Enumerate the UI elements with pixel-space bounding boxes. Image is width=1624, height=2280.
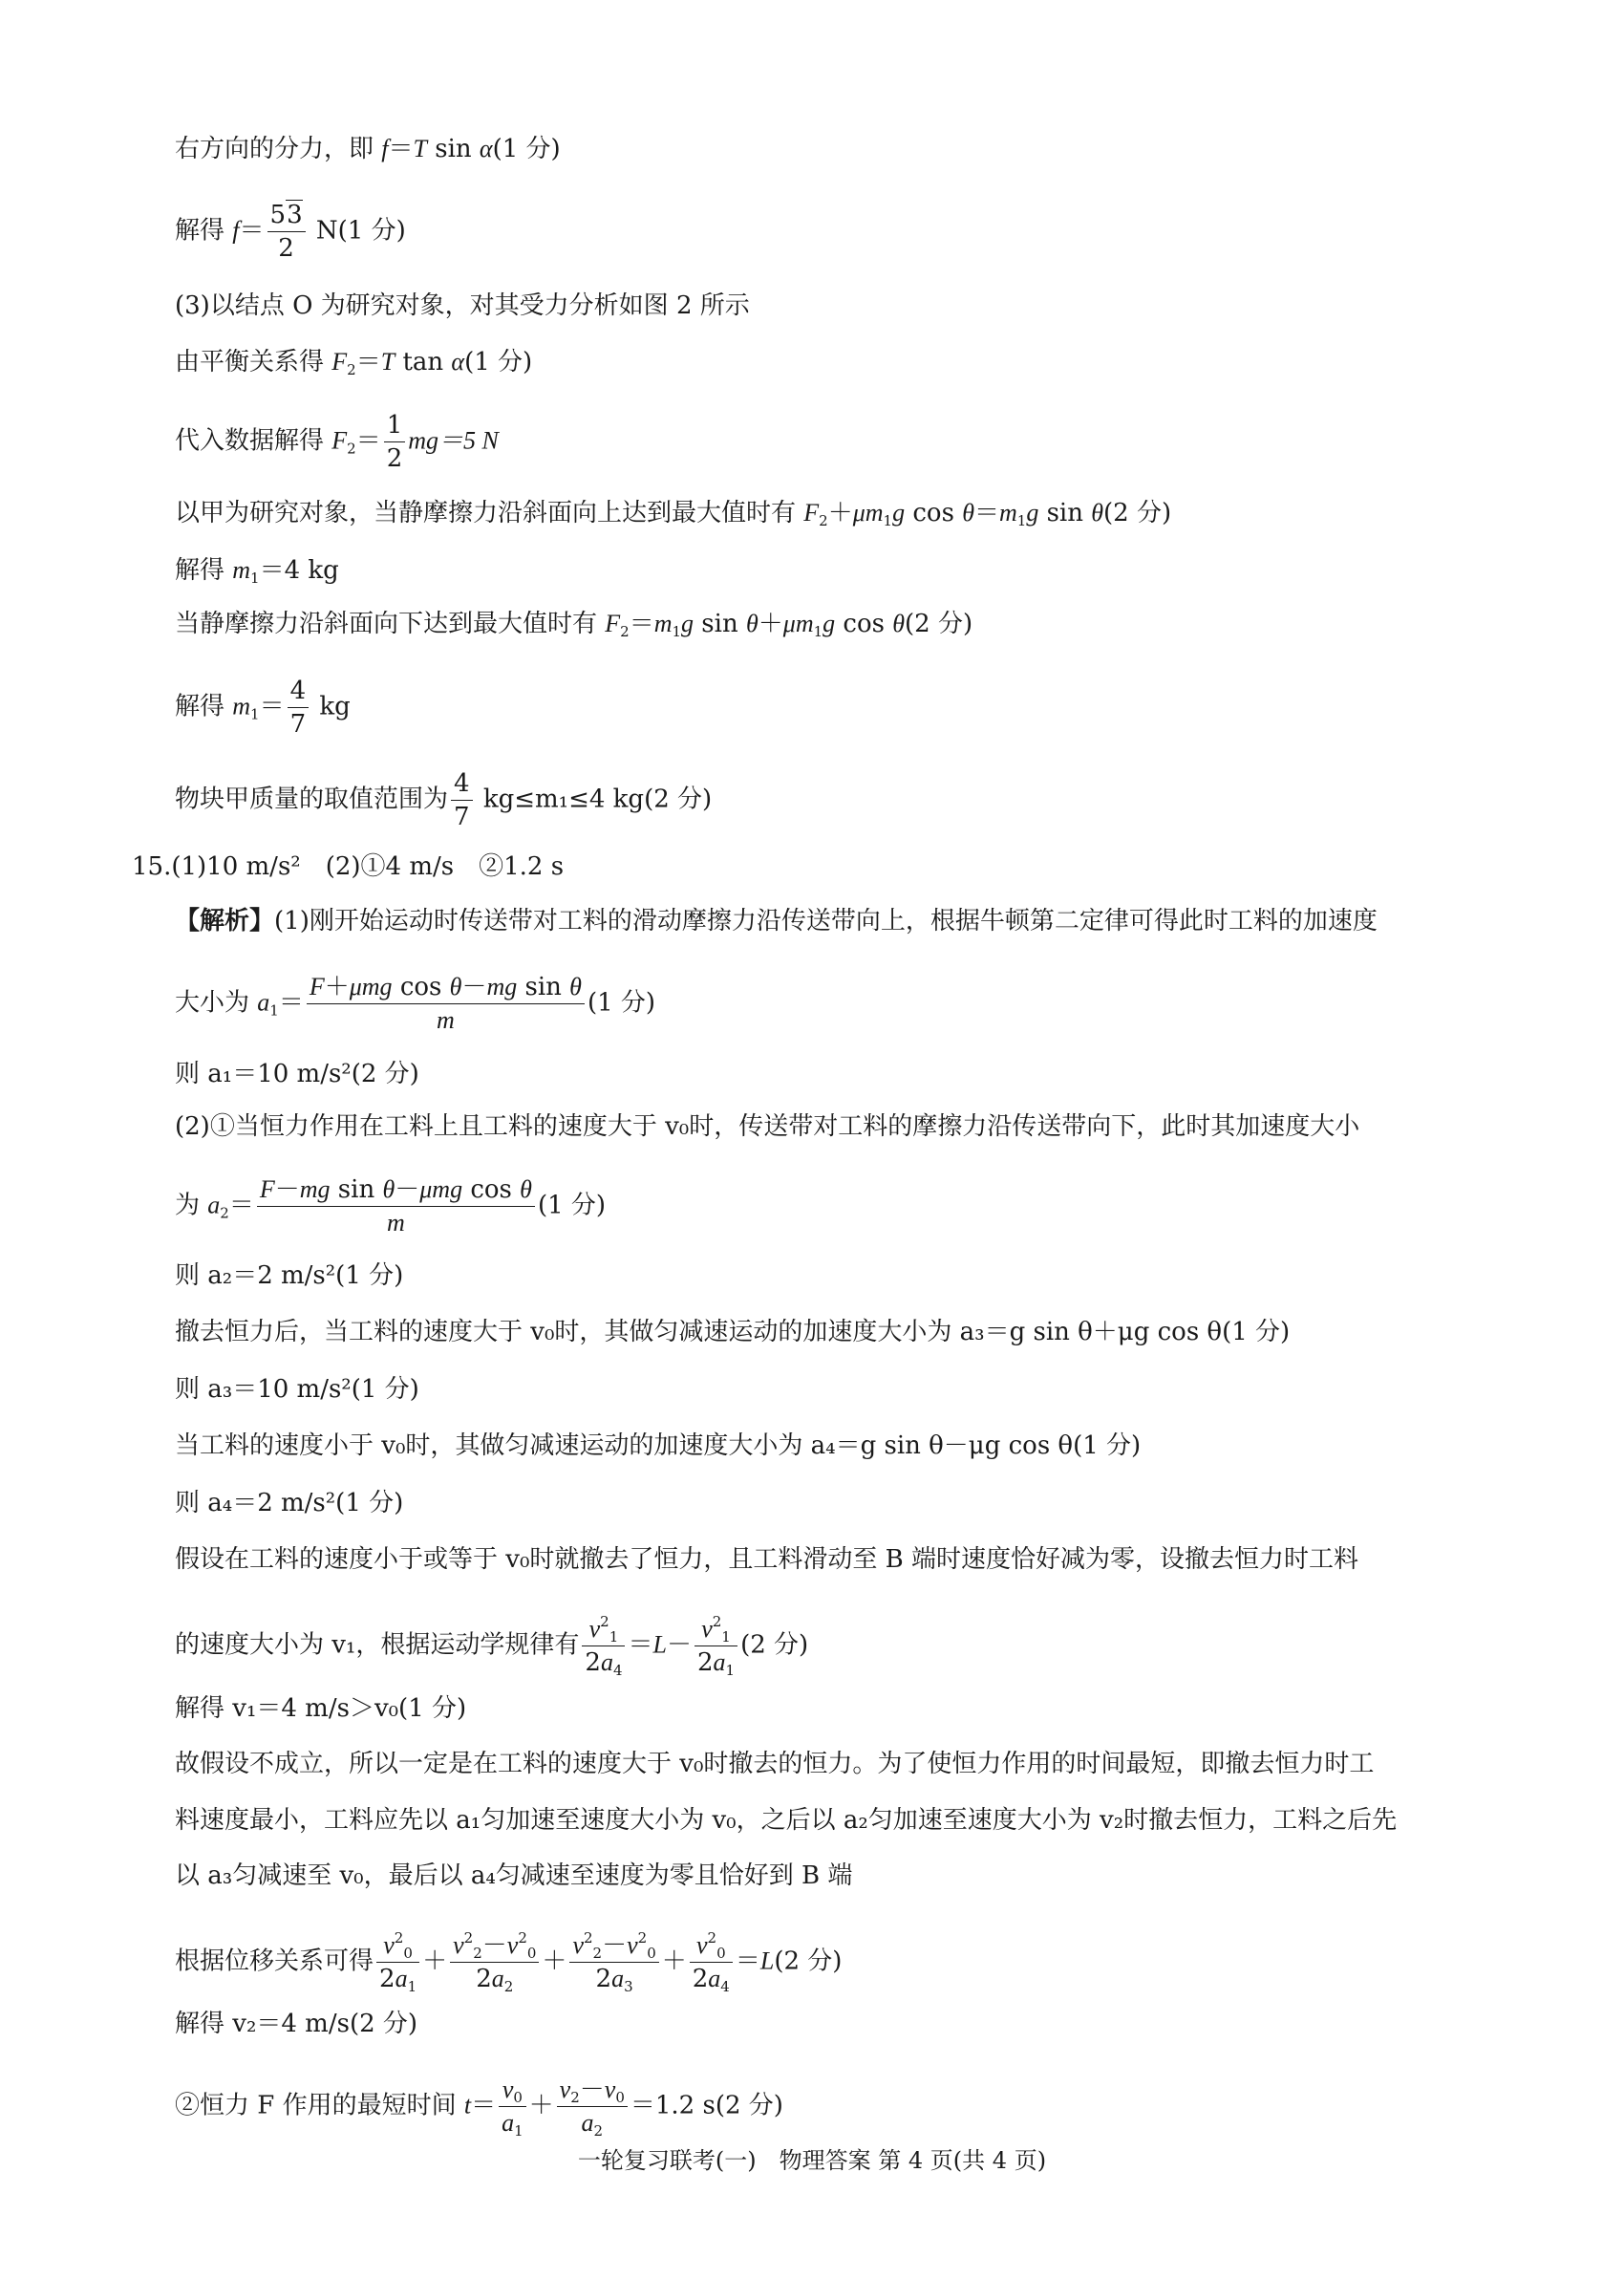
text-line-20: 当工料的速度小于 v₀时，其做匀减速运动的加速度大小为 a₄＝g sin θ－μg cos θ(1 分): [175, 1431, 1142, 1460]
text-line-21: 则 a₄＝2 m/s²(1 分): [175, 1489, 404, 1517]
text-line-5: 代入数据解得 $F_2=$ $\frac{1}{2}$ mg＝5 N: [175, 411, 499, 473]
page-footer: 一轮复习联考(一) 物理答案 第 4 页(共 4 页): [577, 2147, 1047, 2174]
text-line-6: 以甲为研究对象，当静摩擦力沿斜面向上达到最大值时有 $F_2+\mu m_1g$ $\cos \theta=m_1g$ sin θ(2 分): [175, 499, 1172, 529]
text-line-3: (3)以结点 O 为研究对象，对其受力分析如图 2 所示: [175, 291, 750, 320]
text-line-29: 解得 v₂＝4 m/s(2 分): [175, 2010, 418, 2038]
fraction: $\frac{v^2_1}{2a_1}$: [694, 1615, 737, 1677]
text-line-24: 解得 v₁＝4 m/s＞v₀(1 分): [175, 1694, 467, 1723]
fraction: $\frac{\text{F＋μmg cos θ－mg sin θ}}{m}$: [307, 973, 585, 1035]
fraction: $\frac{4}{7}$: [288, 677, 310, 739]
fraction: $\frac{v_2-v_0}{a_2}$: [557, 2076, 628, 2138]
text-line-15: (2)①当恒力作用在工料上且工料的速度大于 v₀时，传送带对工料的摩擦力沿传送带向下，此时其加速度大小: [175, 1112, 1360, 1141]
answer-summary-15: 15.(1)10 m/s² (2)①4 m/s ②1.2 s: [132, 852, 565, 881]
fraction: $\frac{v^2_1}{2a_4}$: [582, 1615, 625, 1677]
fraction: $\frac{v_0}{a_1}$: [499, 2076, 526, 2138]
fraction: $\frac{v^2_0}{2a_4}$: [690, 1931, 733, 1993]
text-line-14: 则 a₁＝10 m/s²(2 分): [175, 1060, 419, 1088]
text-line-25: 故假设不成立，所以一定是在工料的速度大于 v₀时撤去的恒力。为了使恒力作用的时间最短，即撤去恒力时工: [175, 1750, 1375, 1778]
fraction: $\frac{v^2_2-v^2_0}{2a_2}$: [450, 1931, 539, 1993]
text-line-27: 以 a₃匀减速至 v₀，最后以 a₄匀减速至速度为零且恰好到 B 端: [175, 1861, 853, 1890]
text-line-9: 解得 $m_1=$ $\frac{4}{7}$ kg: [175, 677, 351, 739]
analysis-tag: 【解析】: [175, 907, 275, 936]
fraction: $\frac{1}{2}$: [384, 411, 406, 473]
text-line-16: 为 $a_2=$ $\frac{\text{F－mg sin θ－μmg cos θ}}{m}$ (1 分): [175, 1175, 607, 1237]
fraction: $\frac{\text{F－mg sin θ－μmg cos θ}}{m}$: [257, 1175, 535, 1237]
fraction: $\frac{v^2_0}{2a_1}$: [376, 1931, 419, 1993]
text-line-2: 解得 f＝ $\frac{53}{2}$ N(1 分): [175, 201, 406, 263]
text-line-18: 撤去恒力后，当工料的速度大于 v₀时，其做匀减速运动的加速度大小为 a₃＝g sin θ＋μg cos θ(1 分): [175, 1318, 1291, 1346]
text-line-4: 由平衡关系得 $F_2=T$ tan α(1 分): [175, 348, 533, 378]
text-line-17: 则 a₂＝2 m/s²(1 分): [175, 1261, 404, 1290]
fraction: $\frac{4}{7}$: [451, 769, 473, 831]
text-line-12: 【解析】(1)刚开始运动时传送带对工料的滑动摩擦力沿传送带向上，根据牛顿第二定律可得此时工料的加速度: [175, 907, 1378, 936]
text-line-26: 料速度最小，工料应先以 a₁匀加速至速度大小为 v₀，之后以 a₂匀加速至速度大小为 v₂时撤去恒力，工料之后先: [175, 1806, 1398, 1835]
text-line-13: 大小为 $a_1=$ $\frac{\text{F＋μmg cos θ－mg sin θ}}{m}$ (1 分): [175, 973, 656, 1034]
text-line-22: 假设在工料的速度小于或等于 v₀时就撤去了恒力，且工料滑动至 B 端时速度恰好减为零，设撤去恒力时工料: [175, 1545, 1359, 1574]
text-line-28: 根据位移关系可得 $\frac{v^2_0}{2a_1}$ ＋ $\frac{v^2_2-v^2_0}{2a_2}$ ＋ $\frac{v^2_2-v^2_0}{2a_3}$ ＋ $\frac{v^2_0}{2a_4}$ ＝L(2 分): [175, 1929, 843, 1995]
text-line-7: 解得 $m_1=4$ kg: [175, 556, 339, 587]
text-line-8: 当静摩擦力沿斜面向下达到最大值时有 $F_2=m_1g$ $\sin \theta+\mu m_1g$ cos θ(2 分): [175, 610, 973, 640]
text-line-10: 物块甲质量的取值范围为 $\frac{4}{7}$ kg≤m₁≤4 kg(2 分): [175, 769, 713, 831]
text-line-1: 右方向的分力，即 f＝T sin α(1 分): [175, 135, 561, 163]
fraction: $\frac{v^2_2-v^2_0}{2a_3}$: [569, 1931, 658, 1993]
fraction: $\frac{53}{2}$: [267, 201, 306, 263]
text-line-23: 的速度大小为 v₁，根据运动学规律有 $\frac{v^2_1}{2a_4}$ ＝L－ $\frac{v^2_1}{2a_1}$ (2 分): [175, 1613, 809, 1679]
text-line-19: 则 a₃＝10 m/s²(1 分): [175, 1375, 419, 1404]
text-line-30: ②恒力 F 作用的最短时间 t＝ $\frac{v_0}{a_1}$ ＋ $\frac{v_2-v_0}{a_2}$ ＝1.2 s(2 分): [175, 2076, 783, 2140]
